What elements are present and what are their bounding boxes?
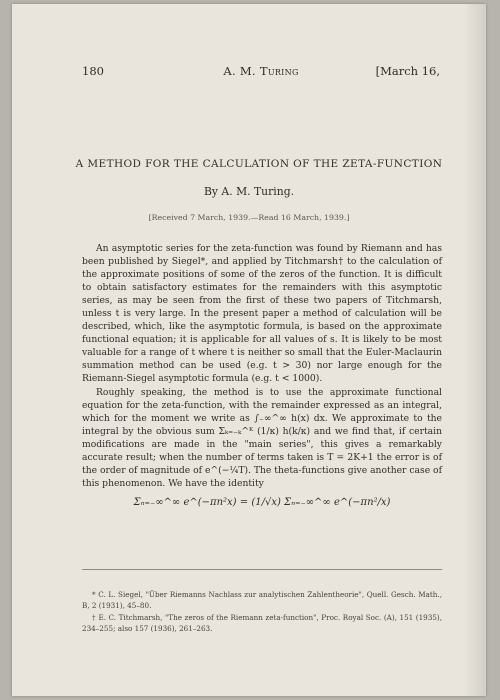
received-note: [Received 7 March, 1939.—Read 16 March, 1939.] [148,213,350,222]
footnotes [82,590,442,636]
journal-page [12,4,486,696]
author-byline: By A. M. Turing. [203,185,295,198]
paragraph-2: Roughly speaking, the method is to use the approximate functional equation for the zeta-function, with the remainder expressed as an integral, which for the moment we write as ∫₋∞^∞ h(x) dx. We approximate to the integral by the obvious sum Σₖ₌₋ₖ^ᴷ (1/κ) h(k/κ) and we find that, if certain modifications are made in the "main series", this gives a remarkably accurate result; when the number of terms taken is T = 2K+1 the error is of the order of magnitude of e^(−¼T). The theta-functions give another case of this phenomenon. We have the identity [82,386,442,489]
issue-date: [March 16, [375,64,440,78]
theta-identity-equation: Σₙ₌₋∞^∞ e^(−πn²x) = (1/√x) Σₙ₌₋∞^∞ e^(−πn²/x) [133,496,391,508]
article-body [82,242,442,511]
page-header [82,64,440,80]
article-title: A METHOD FOR THE CALCULATION OF THE ZETA-FUNCTION [75,158,443,170]
footnote-titchmarsh: † E. C. Titchmarsh, "The zeros of the Riemann zeta-function", Proc. Royal Soc. (A), 151 (1935), 234–255; also 157 (1936), 261–263. [82,613,442,633]
page-number: 180 [82,64,104,78]
running-title: A. M. Turing [223,64,299,78]
footnote-divider [82,569,442,570]
footnote-siegel: * C. L. Siegel, "Über Riemanns Nachlass zur analytischen Zahlentheorie", Quell. Gesch. Math., B, 2 (1931), 45–80. [82,590,442,610]
paragraph-1: An asymptotic series for the zeta-function was found by Riemann and has been published by Siegel*, and applied by Titchmarsh† to the calculation of the approximate positions of some of the zeros of the function. It is difficult to obtain satisfactory estimates for the remainders with this asymptotic series, as may be seen from the first of these two papers of Titchmarsh, unless t is very large. In the present paper a method of calculation will be described, which, like the asymptotic formula, is based on the approximate functional equation; it is applicable for all values of s. It is likely to be most valuable for a range of t where t is neither so small that the Euler-Maclaurin summation method can be used (e.g. t > 30) nor large enough for the Riemann-Siegel asymptotic formula (e.g. t < 1000). [82,243,442,385]
